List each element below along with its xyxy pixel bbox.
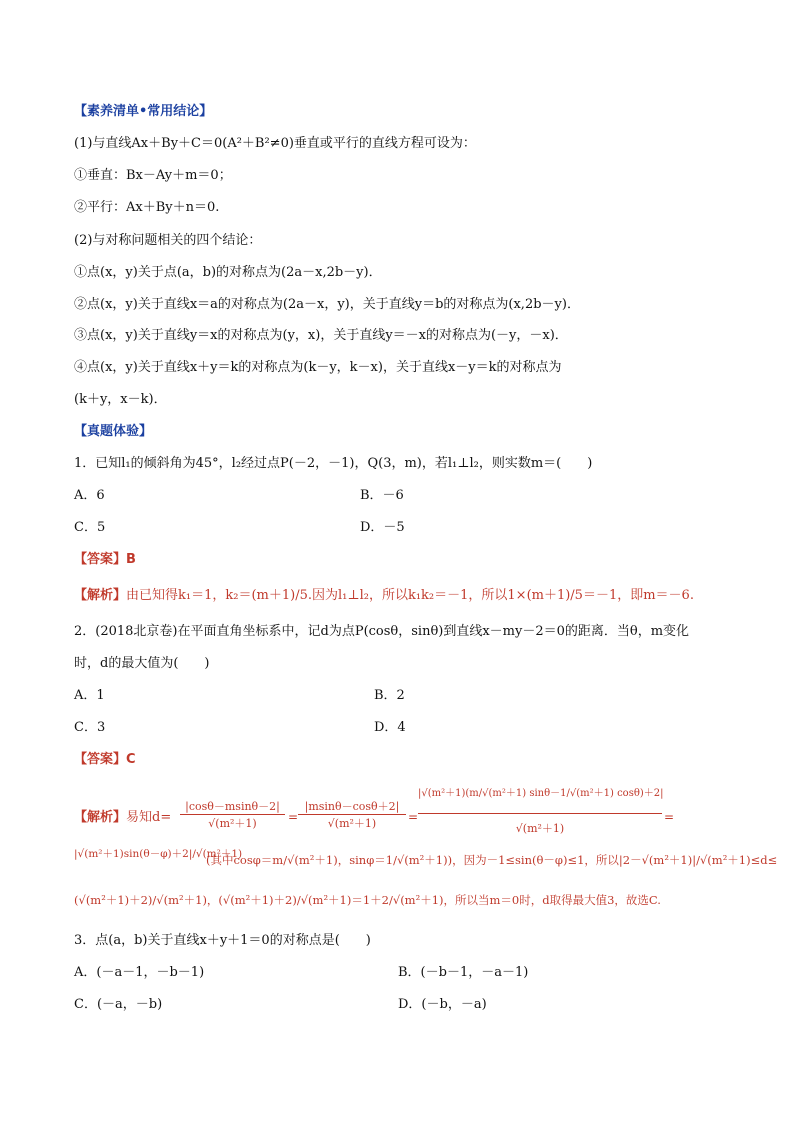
conclusion-line: (k＋y，x－k)． [74, 392, 167, 407]
q2-fraction-2-den: √(m²＋1) [327, 817, 377, 830]
conclusion-line: ①垂直：Bx－Ay＋m＝0； [74, 168, 232, 183]
q2-fraction-3-num: |√(m²＋1)(m/√(m²＋1) sinθ－1/√(m²＋1) cosθ)＋2| [418, 774, 662, 814]
q2-option-b: B．2 [374, 688, 405, 703]
q2-fraction-3 [418, 774, 662, 836]
q2-equals-sign: = [288, 810, 299, 824]
q3-option-a: A．(－a－1，－b－1) [74, 965, 205, 980]
q3-option-d: D．(－b，－a) [398, 997, 487, 1012]
practice-header: 【真题体验】 [74, 424, 153, 439]
q1-option-b: B．－6 [360, 488, 404, 503]
q2-explanation-label-row [74, 810, 171, 826]
q2-fraction-1-num: |cosθ－msinθ－2| [180, 798, 285, 815]
q1-option-d: D．－5 [360, 520, 405, 535]
q2-fraction-1-den: √(m²＋1) [208, 817, 257, 830]
q2-option-d: D．4 [374, 720, 406, 735]
conclusion-line: ②平行：Ax＋By＋n＝0. [74, 200, 220, 215]
q2-explanation-label: 【解析】 [74, 810, 127, 825]
q2-fraction-2 [298, 798, 406, 831]
q2-equals-sign: = [408, 810, 419, 824]
conclusion-line: ①点(x，y)关于点(a，b)的对称点为(2a－x,2b－y)． [74, 265, 382, 280]
q2-expl-line2-fraction: |√(m²＋1)sin(θ－φ)＋2|/√(m²＋1) [74, 848, 243, 860]
conclusion-line: ③点(x，y)关于直线y＝x的对称点为(y，x)，关于直线y＝－x的对称点为(－y，－x)． [74, 328, 568, 343]
q1-explanation-label: 【解析】 [74, 588, 127, 603]
q2-fraction-3-den: √(m²＋1) [515, 822, 565, 835]
q3-option-c: C．(－a，－b) [74, 997, 163, 1012]
conclusion-line: ④点(x，y)关于直线x＋y＝k的对称点为(k－y，k－x)，关于直线x－y＝k的对称点为 [74, 360, 562, 375]
q2-answer: 【答案】C [74, 752, 136, 767]
q1-answer: 【答案】B [74, 552, 136, 567]
conclusion-line: (2)与对称问题相关的四个结论： [74, 233, 262, 248]
q1-explanation-row [74, 588, 694, 604]
q2-expl-intro: 易知d= [126, 810, 172, 825]
q3-stem: 3．点(a，b)关于直线x＋y＋1＝0的对称点是( ) [74, 933, 371, 948]
q1-option-c: C．5 [74, 520, 106, 535]
q2-expl-line3: (√(m²＋1)＋2)/√(m²＋1)，(√(m²＋1)＋2)/√(m²＋1)＝1＋2/√(m²＋1)，所以当m＝0时，d取得最大值3，故选C. [74, 893, 661, 907]
q2-fraction-2-num: |msinθ－cosθ＋2| [298, 798, 406, 815]
conclusions-header: 【素养清单•常用结论】 [74, 104, 213, 119]
q1-explanation: 由已知得k₁＝1，k₂＝(m＋1)/5.因为l₁⊥l₂，所以k₁k₂＝－1，所以1×(m＋1)/5＝－1，即m＝－6. [126, 588, 694, 603]
q1-option-a: A．6 [74, 488, 105, 503]
conclusion-line: ②点(x，y)关于直线x＝a的对称点为(2a－x，y)，关于直线y＝b的对称点为(x,2b－y)． [74, 297, 580, 312]
conclusion-line: (1)与直线Ax＋By＋C＝0(A²＋B²≠0)垂直或平行的直线方程可设为： [74, 136, 476, 151]
q3-option-b: B．(－b－1，－a－1) [398, 965, 529, 980]
q2-option-c: C．3 [74, 720, 106, 735]
q2-equals-sign: = [664, 810, 675, 824]
q2-stem-line1: 2．(2018北京卷)在平面直角坐标系中，记d为点P(cosθ，sinθ)到直线x－my－2＝0的距离．当θ，m变化 [74, 624, 690, 639]
q2-stem-line2: 时，d的最大值为( ) [74, 656, 210, 671]
q2-option-a: A．1 [74, 688, 105, 703]
q2-expl-line2-text: (其中cosφ＝m/√(m²＋1)，sinφ＝1/√(m²＋1))，因为－1≤sin(θ－φ)≤1，所以|2－√(m²＋1)|/√(m²＋1)≤d≤ [206, 853, 778, 867]
q2-fraction-1 [180, 798, 285, 831]
q1-stem: 1．已知l₁的倾斜角为45°，l₂经过点P(－2，－1)，Q(3，m)，若l₁⊥l₂，则实数m＝( ) [74, 456, 593, 471]
